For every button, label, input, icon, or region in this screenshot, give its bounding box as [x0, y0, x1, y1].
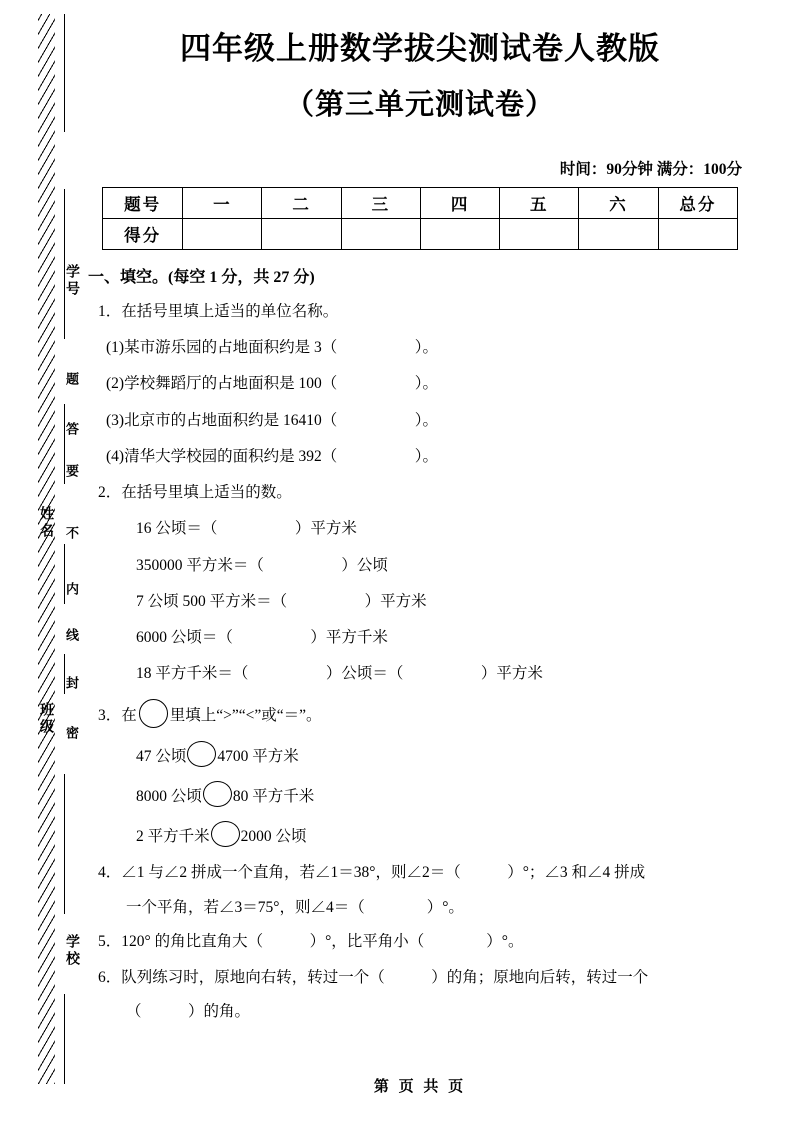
exam-meta: 时间：90分钟 满分：100分 [559, 160, 742, 178]
question-4-line-1: 4．∠1 与∠2 拼成一个直角，若∠1＝38°，则∠2＝（ ）°；∠3 和∠4 拼成 [98, 864, 646, 882]
score-table-cell: 五 [500, 187, 579, 218]
margin-label-class: 班级 [38, 702, 53, 736]
score-table-cell: 总分 [658, 187, 737, 218]
score-table-cell: 二 [262, 187, 341, 218]
score-table-cell: 三 [341, 187, 420, 218]
question-3-stem-after: 里填上“>”“<”或“＝”。 [169, 706, 322, 724]
section-heading-fill-in-blanks: 一、填空。(每空 1 分，共 27 分) [88, 268, 315, 286]
question-5-line-1: 5．120° 的角比直角大（ ）°，比平角小（ ）°。 [98, 932, 524, 950]
margin-label-ti: 题 [64, 372, 79, 388]
score-table-header-label: 题号 [103, 187, 183, 218]
margin-label-mi: 密 [64, 726, 79, 742]
question-3-item-right: 4700 平方米 [217, 747, 299, 765]
score-table-cell: 四 [420, 187, 499, 218]
margin-label-bu: 不 [64, 526, 79, 542]
question-1-stem: 1．在括号里填上适当的单位名称。 [98, 302, 339, 320]
question-2-item: 7 公顷 500 平方米＝（ ）平方米 [136, 592, 427, 610]
comparison-circle-blank[interactable] [139, 699, 168, 728]
table-row [103, 218, 738, 249]
question-1-item: (1)某市游乐园的占地面积约是 3（ ）。 [106, 339, 438, 357]
binding-margin [22, 14, 79, 1084]
question-2-item: 6000 公顷＝（ ）平方千米 [136, 629, 388, 647]
question-3-item-left: 47 公顷 [136, 747, 187, 765]
question-3-item [136, 821, 756, 848]
question-3-item-right: 80 平方千米 [232, 787, 315, 805]
question-2-stem: 2．在括号里填上适当的数。 [98, 484, 292, 502]
question-2-item: 16 公顷＝（ ）平方米 [136, 520, 357, 538]
score-table-cell[interactable] [658, 218, 737, 249]
exam-page [84, 0, 756, 1122]
question-3-item-left: 8000 公顷 [136, 787, 202, 805]
margin-label-student-id: 学号 [64, 264, 79, 298]
margin-label-nei: 内 [64, 582, 79, 598]
margin-label-feng: 封 [64, 676, 79, 692]
score-table-header-label: 得分 [103, 218, 183, 249]
margin-label-yao: 要 [64, 464, 79, 480]
score-table-cell: 一 [183, 187, 262, 218]
score-table-cell[interactable] [500, 218, 579, 249]
margin-label-da: 答 [64, 422, 79, 438]
hatch-pattern [38, 14, 55, 1084]
question-4-line-2: 一个平角，若∠3＝75°，则∠4＝（ ）°。 [126, 898, 464, 916]
score-table [102, 187, 738, 250]
page-title: 四年级上册数学拔尖测试卷人教版 [180, 31, 660, 66]
question-3-item-left: 2 平方千米 [136, 828, 210, 846]
question-3-item-right: 2000 公顷 [240, 828, 307, 846]
question-3-stem-before: 3．在 [98, 706, 137, 724]
score-table-cell[interactable] [420, 218, 499, 249]
question-1-item: (2)学校舞蹈厅的占地面积是 100（ ）。 [106, 375, 438, 393]
question-6-line-1: 6．队列练习时，原地向右转，转过一个（ ）的角；原地向后转，转过一个 [98, 968, 649, 986]
margin-label-school: 学校 [64, 934, 79, 968]
question-3-item [136, 741, 756, 768]
question-1-item: (4)清华大学校园的面积约是 392（ ）。 [106, 447, 438, 465]
margin-label-xian: 线 [64, 628, 79, 644]
margin-label-name: 姓名 [38, 506, 53, 540]
score-table-cell[interactable] [341, 218, 420, 249]
question-1-item: (3)北京市的占地面积约是 16410（ ）。 [106, 411, 438, 429]
score-table-cell: 六 [579, 187, 658, 218]
question-2-item: 18 平方千米＝（ ）公顷＝（ ）平方米 [136, 665, 543, 683]
question-3-item [136, 781, 756, 808]
table-row [103, 187, 738, 218]
question-3-stem [98, 699, 756, 728]
comparison-circle-blank[interactable] [211, 821, 240, 847]
score-table-cell[interactable] [262, 218, 341, 249]
page-footer: 第 页 共 页 [373, 1079, 467, 1095]
score-table-cell[interactable] [183, 218, 262, 249]
page-subtitle: （第三单元测试卷） [284, 88, 555, 121]
question-6-line-2: （ ）的角。 [126, 1003, 251, 1021]
comparison-circle-blank[interactable] [203, 781, 232, 807]
comparison-circle-blank[interactable] [187, 741, 216, 767]
question-2-item: 350000 平方米＝（ ）公顷 [136, 556, 388, 574]
seal-line [64, 14, 65, 1084]
score-table-cell[interactable] [579, 218, 658, 249]
